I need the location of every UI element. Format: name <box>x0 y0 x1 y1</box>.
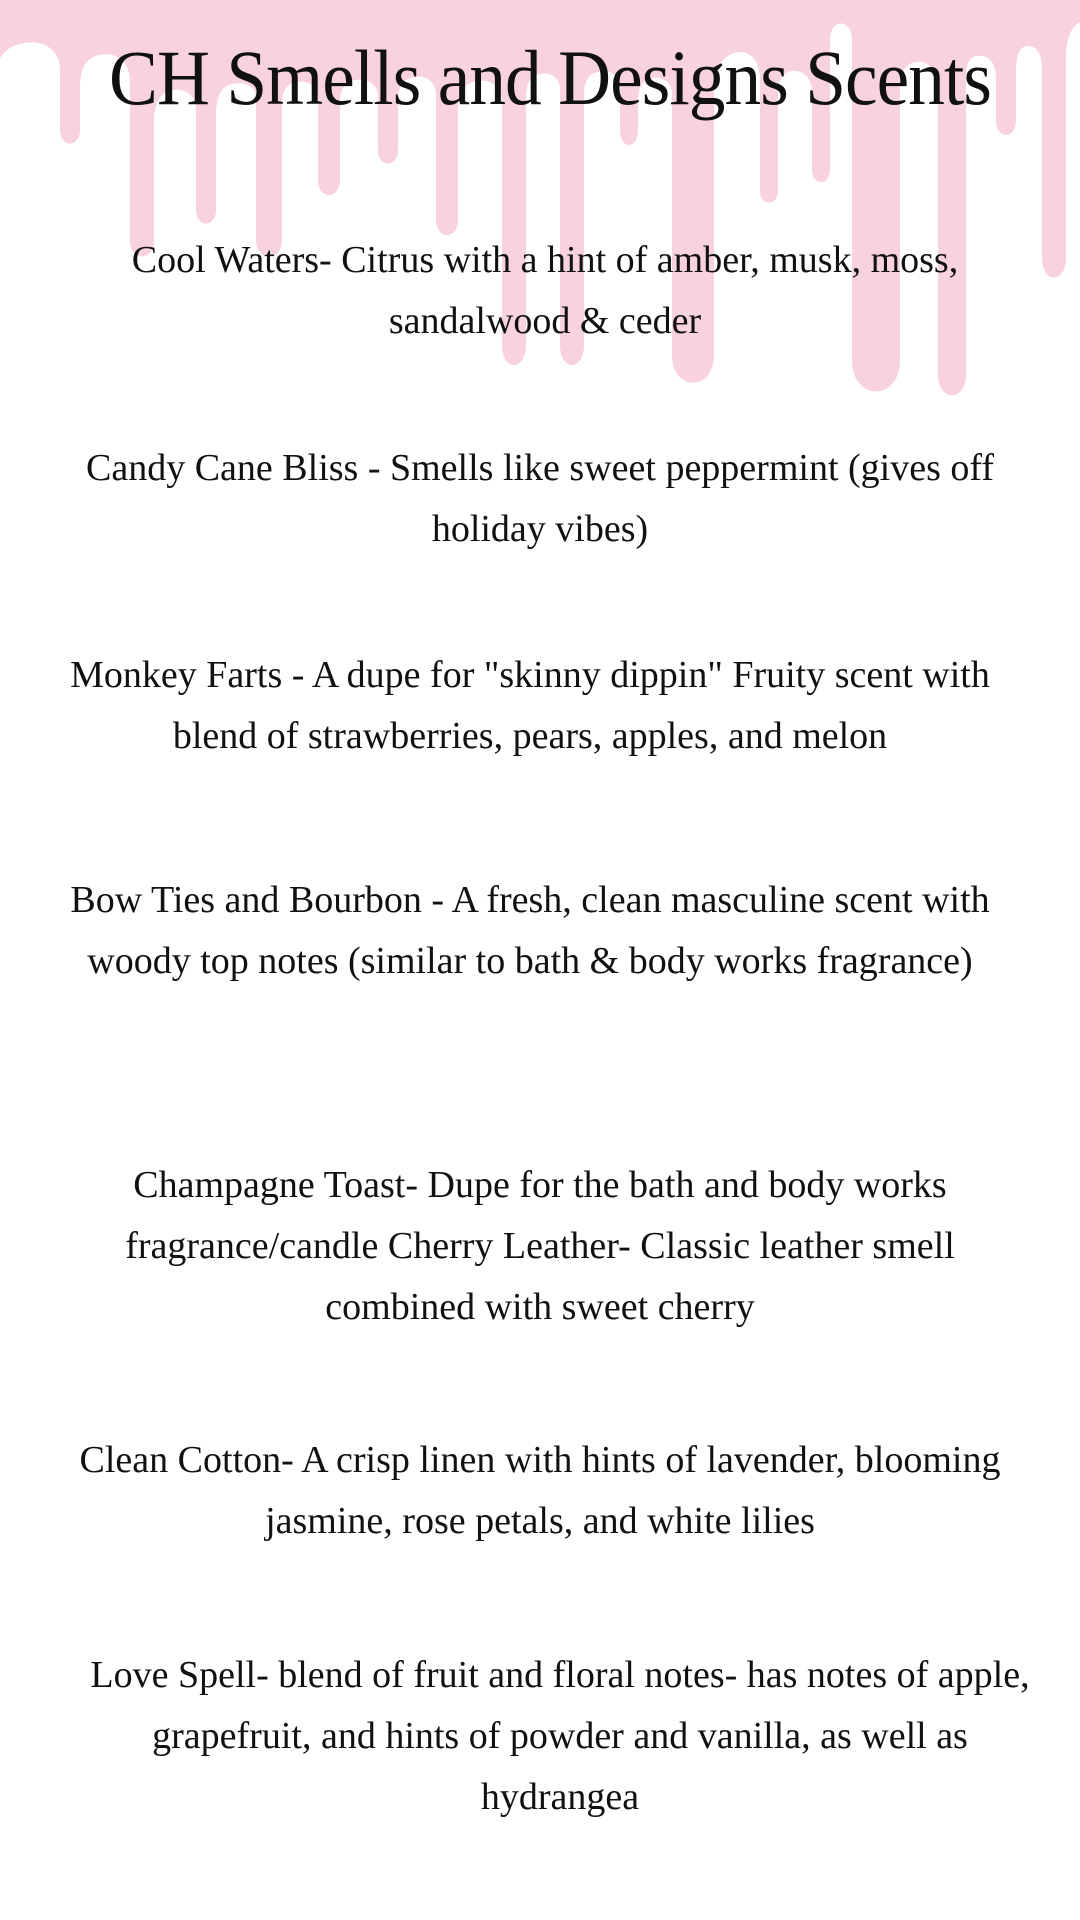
scent-champagne-toast: Champagne Toast- Dupe for the bath and body works fragrance/candle Cherry Leather- Classic leather smell combined with sweet cherry <box>125 1164 955 1328</box>
page-title: CH Smells and Designs Scents <box>108 34 992 121</box>
scent-clean-cotton: Clean Cotton- A crisp linen with hints of lavender, blooming jasmine, rose petals, and white lilies <box>79 1439 1001 1542</box>
scent-candy-cane-bliss: Candy Cane Bliss - Smells like sweet peppermint (gives off holiday vibes) <box>86 447 994 550</box>
scent-bow-ties-and-bourbon: Bow Ties and Bourbon - A fresh, clean masculine scent with woody top notes (similar to bath & body works fragrance) <box>70 879 990 982</box>
scent-love-spell: Love Spell- blend of fruit and floral notes- has notes of apple, grapefruit, and hints of powder and vanilla, as well as hydrangea <box>90 1654 1030 1818</box>
scent-monkey-farts: Monkey Farts - A dupe for "skinny dippin" Fruity scent with blend of strawberries, pears, apples, and melon <box>70 654 990 757</box>
scent-cool-waters: Cool Waters- Citrus with a hint of amber, musk, moss, sandalwood & ceder <box>131 239 959 342</box>
